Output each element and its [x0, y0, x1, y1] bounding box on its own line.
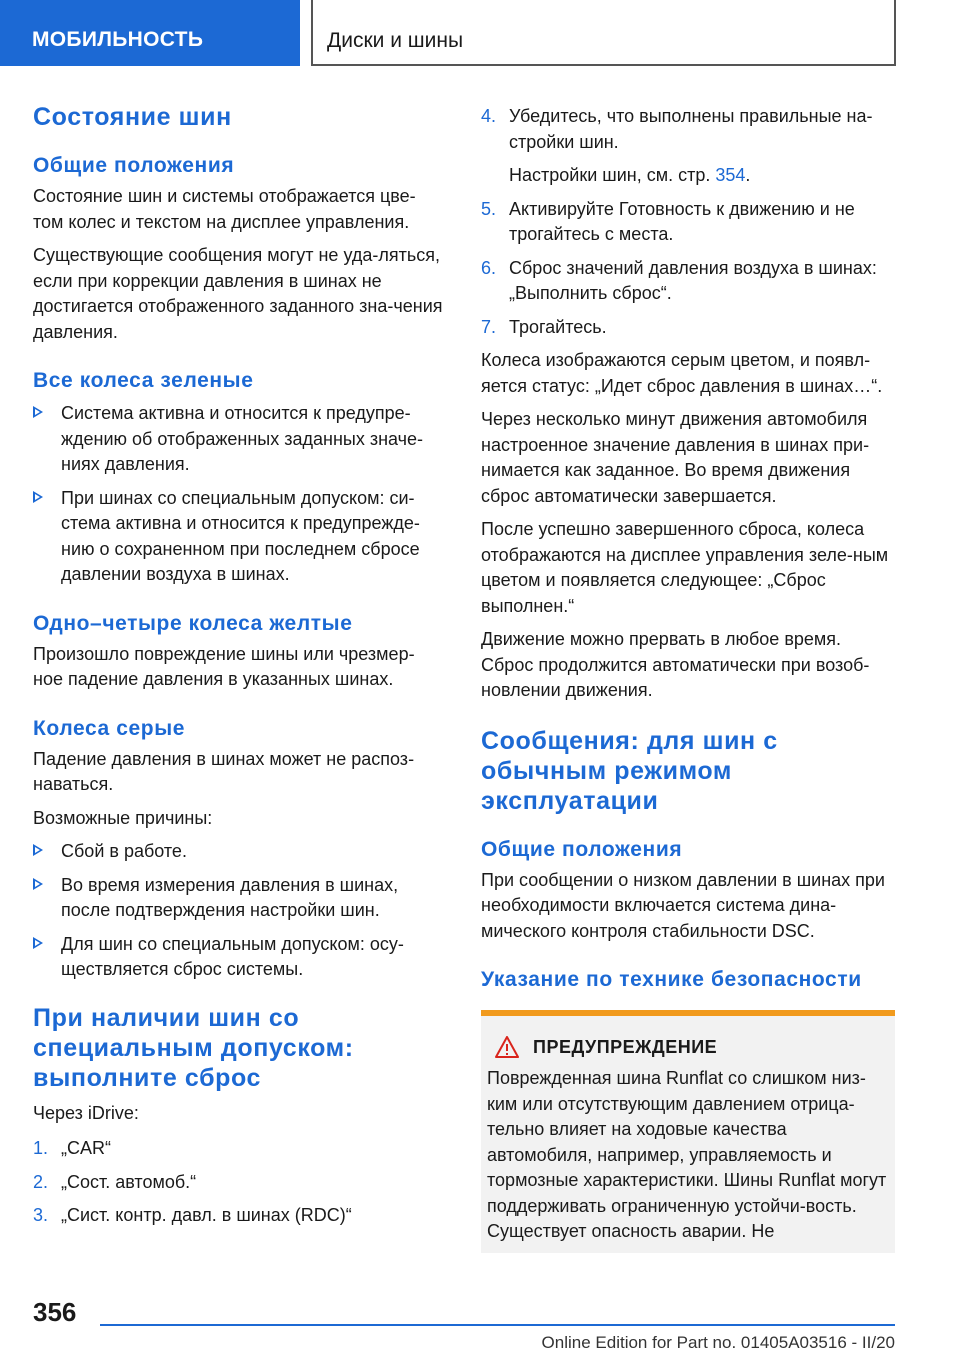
paragraph: Через iDrive:	[33, 1102, 139, 1123]
step-item: 4. Убедитесь, что выполнены правильные на-стройки шин. Настройки шин, см. стр. 354.	[481, 104, 895, 189]
paragraph: Колеса изображаются серым цветом, и появл-яется статус: „Идет сброс давления в шинах…“.	[481, 350, 883, 396]
warning-box	[481, 1016, 895, 1253]
bullet-list	[33, 401, 443, 588]
settings-reference: Настройки шин, см. стр. 354.	[509, 165, 751, 185]
step-list	[481, 104, 895, 340]
right-column	[481, 98, 895, 1253]
edition-text: Online Edition for Part no. 01405A03516 - II/20	[541, 1333, 895, 1352]
heading-safety: Указание по технике безопасности	[481, 968, 862, 991]
triangle-bullet-icon	[33, 937, 43, 949]
list-item: Для шин со специальным допуском: осу-ществляется сброс системы.	[33, 932, 443, 983]
warning-title: ПРЕДУПРЕЖДЕНИЕ	[533, 1036, 718, 1057]
heading-general: Общие положения	[33, 154, 235, 177]
bullet-list	[33, 839, 443, 983]
footer-divider	[100, 1324, 895, 1326]
step-item: 2. „Сост. автомоб.“	[33, 1171, 197, 1192]
paragraph: Существующие сообщения могут не уда-ляться, если при коррекции давления в шинах не достигается отображенного заданного зна-чения давления.	[33, 245, 443, 342]
paragraph: Произошло повреждение шины или чрезмер-ное падение давления в указанных шинах.	[33, 643, 415, 689]
list-item: Сбой в работе.	[33, 839, 443, 865]
heading-messages: Сообщения: для шин с обычным режимом эксплуатации	[481, 726, 778, 815]
step-item: 1. „CAR“	[33, 1138, 111, 1158]
step-item: 3. „Сист. контр. давл. в шинах (RDC)“	[33, 1205, 352, 1225]
page-header	[0, 0, 960, 66]
paragraph: Движение можно прервать в любое время. Сброс продолжится автоматически при возоб-новлении движения.	[481, 629, 870, 700]
step-item: 5. Активируйте Готовность к движению и не трогайтесь с места.	[481, 198, 855, 244]
paragraph: При сообщении о низком давлении в шинах при необходимости включается система дина-мического контроля стабильности DSC.	[481, 869, 885, 941]
heading-tire-status: Состояние шин	[33, 103, 232, 131]
chapter-title: Диски и шины	[327, 29, 464, 52]
section-tab	[0, 0, 300, 66]
paragraph: Падение давления в шинах может не распоз-наваться.	[33, 748, 415, 794]
paragraph: Состояние шин и системы отображается цве-том колес и текстом на дисплее управления.	[33, 186, 416, 232]
paragraph: После успешно завершенного сброса, колеса отображаются на дисплее управления зеле-ным цветом и появляется следующее: „Сброс выполнен.“	[481, 519, 889, 616]
triangle-bullet-icon	[33, 844, 43, 856]
page-number: 356	[33, 1297, 77, 1327]
list-item: Система активна и относится к предупре-ждению об отображенных заданных значе-ниях давления.	[33, 401, 443, 478]
triangle-bullet-icon	[33, 406, 43, 418]
triangle-bullet-icon	[33, 878, 43, 890]
step-item: 7. Трогайтесь.	[481, 316, 607, 337]
heading-general: Общие положения	[481, 837, 683, 861]
triangle-bullet-icon	[33, 491, 43, 503]
chapter-tab	[311, 0, 896, 66]
page-link-354[interactable]: 354	[715, 165, 746, 185]
heading-reset: При наличии шин со специальным допуском: выполните сброс	[33, 1003, 354, 1092]
heading-grey: Колеса серые	[33, 716, 186, 740]
paragraph: Через несколько минут движения автомобиля настроенное значение давления в шинах при-нимается как заданное. Во время движения сброс автоматически завершается.	[481, 409, 870, 506]
warning-triangle-icon	[495, 1036, 519, 1058]
heading-all-green: Все колеса зеленые	[33, 369, 254, 392]
list-item: При шинах со специальным допуском: си-стема активна и относится к предупрежде-нию о сохраненном при последнем сбросе давлении воздуха в шинах.	[33, 486, 443, 588]
step-item: 6. Сброс значений давления воздуха в шинах: „Выполнить сброс“.	[481, 257, 877, 303]
section-title: МОБИЛЬНОСТЬ	[32, 28, 204, 51]
warning-text: Поврежденная шина Runflat со слишком низ-ким или отсутствующим давлением отрица-тельно влияет на ходовые качества автомобиля, например, управляемость и тормозные характеристики. Шины Runflat могут поддерживать ограниченную устойчи-вость. Существует опасность аварии. Не	[487, 1068, 887, 1241]
heading-yellow: Одно–четыре колеса желтые	[33, 611, 353, 635]
paragraph: Возможные причины:	[33, 807, 213, 828]
list-item: Во время измерения давления в шинах, после подтверждения настройки шин.	[33, 873, 443, 924]
step-list	[33, 1136, 443, 1229]
warning-block	[481, 1010, 895, 1253]
left-column	[33, 98, 443, 1229]
